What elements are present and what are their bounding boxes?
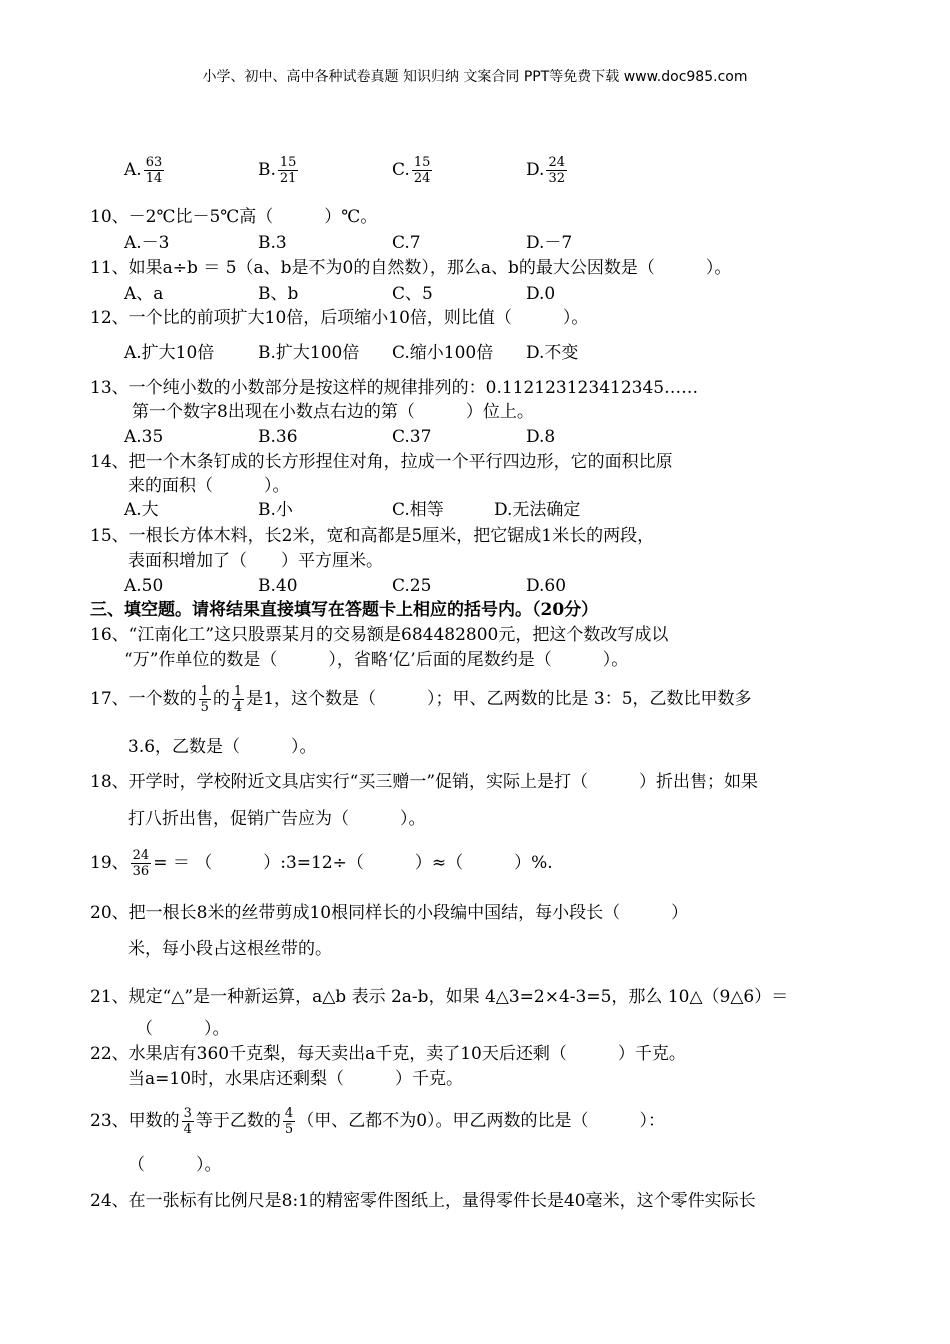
q13-option-d: D.8: [526, 427, 556, 447]
q18-line1: 18、开学时，学校附近文具店实行“买三赠一”促销，实际上是打（ ）折出售；如果: [90, 772, 759, 792]
q23-line1: 23、甲数的 $\frac{3}{4}$ 等于乙数的 $\frac{4}{5}$ （甲、乙都不为0）。甲乙两数的比是（ ）：: [90, 1106, 666, 1137]
q22-line2: 当a=10时，水果店还剩梨（ ）千克。: [128, 1069, 464, 1089]
q20-line2: 米，每小段占这根丝带的。: [128, 939, 332, 959]
q12-option-c: C.缩小100倍: [392, 343, 494, 363]
q17-line1: 17、一个数的 $\frac{1}{5}$ 的 $\frac{1}{4}$ 是1，这个数是（ ）；甲、乙两数的比是 3：5，乙数比甲数多: [90, 684, 752, 715]
q15-option-a: A.50: [124, 576, 164, 596]
q19-text: 19、 $\frac{24}{36}$ = ＝ （ ）:3=12÷（ ）≈（ ）%.: [90, 848, 553, 879]
q10-option-c: C.7: [392, 233, 421, 253]
q24-line1: 24、在一张标有比例尺是8:1的精密零件图纸上，量得零件长是40毫米，这个零件实际长: [90, 1191, 756, 1211]
q15-line1: 15、一根长方体木料，长2米，宽和高都是5厘米，把它锯成1米长的两段，: [90, 526, 655, 546]
q10-option-a: A.－3: [124, 233, 170, 253]
q13-option-c: C.37: [392, 427, 432, 447]
q18-line2: 打八折出售，促销广告应为（ ）。: [128, 809, 426, 829]
q14-option-b: B.小: [258, 500, 293, 520]
q14-option-a: A.大: [124, 500, 159, 520]
q11-text: 11、如果a÷b ＝ 5（a、b是不为0的自然数），那么a、b的最大公因数是（ ）。: [90, 258, 732, 278]
q13-option-b: B.36: [258, 427, 298, 447]
q11-option-b: B、b: [258, 284, 299, 304]
q23-line2: （ ）。: [128, 1155, 222, 1175]
q10-option-b: B.3: [258, 233, 287, 253]
page-header: 小学、初中、高中各种试卷真题 知识归纳 文案合同 PPT等免费下载 www.doc985.com: [202, 69, 748, 85]
q21-line1: 21、规定“△”是一种新运算，a△b 表示 2a-b，如果 4△3=2×4-3=5，那么 10△（9△6）＝: [90, 987, 789, 1007]
q12-text: 12、一个比的前项扩大10倍，后项缩小10倍，则比值（ ）。: [90, 308, 589, 328]
q21-line2: （ ）。: [136, 1019, 230, 1039]
q22-line1: 22、水果店有360千克梨，每天卖出a千克，卖了10天后还剩（ ）千克。: [90, 1044, 686, 1064]
q12-option-d: D.不变: [526, 343, 579, 363]
q9-option-b: B. $\frac{15}{21}$: [258, 155, 297, 186]
q12-option-a: A.扩大10倍: [124, 343, 215, 363]
q16-line2: “万”作单位的数是（ ），省略‘亿’后面的尾数约是（ ）。: [124, 650, 629, 670]
q20-line1: 20、把一根长8米的丝带剪成10根同样长的小段编中国结，每小段长（ ）: [90, 903, 689, 923]
q9-option-a: A. $\frac{63}{14}$: [124, 155, 163, 186]
q9-option-d: D. $\frac{24}{32}$: [526, 155, 565, 186]
q14-line2: 来的面积（ ）。: [128, 476, 290, 496]
q14-line1: 14、把一个木条钉成的长方形捏住对角，拉成一个平行四边形，它的面积比原: [90, 452, 673, 472]
q14-option-d: D.无法确定: [494, 500, 581, 520]
q13-line2: 第一个数字8出现在小数点右边的第（ ）位上。: [132, 402, 534, 422]
q15-option-c: C.25: [392, 576, 432, 596]
q11-option-d: D.0: [526, 284, 556, 304]
q13-option-a: A.35: [124, 427, 164, 447]
q15-option-b: B.40: [258, 576, 298, 596]
q15-option-d: D.60: [526, 576, 567, 596]
q16-line1: 16、“江南化工”这只股票某月的交易额是684482800元，把这个数改写成以: [90, 625, 669, 645]
q12-option-b: B.扩大100倍: [258, 343, 360, 363]
q14-option-c: C.相等: [392, 500, 444, 520]
q13-line1: 13、一个纯小数的小数部分是按这样的规律排列的：0.112123123412345……: [90, 378, 699, 398]
q17-line2: 3.6，乙数是（ ）。: [128, 737, 317, 757]
section-3-heading: 三、填空题。请将结果直接填写在答题卡上相应的括号内。（20分）: [90, 600, 599, 620]
q11-option-c: C、5: [392, 284, 433, 304]
q15-line2: 表面积增加了（ ）平方厘米。: [128, 551, 383, 571]
q11-option-a: A、a: [124, 284, 164, 304]
q10-text: 10、－2℃比－5℃高（ ）℃。: [90, 207, 378, 227]
q9-option-c: C. $\frac{15}{24}$: [392, 155, 431, 186]
q10-option-d: D.－7: [526, 233, 573, 253]
